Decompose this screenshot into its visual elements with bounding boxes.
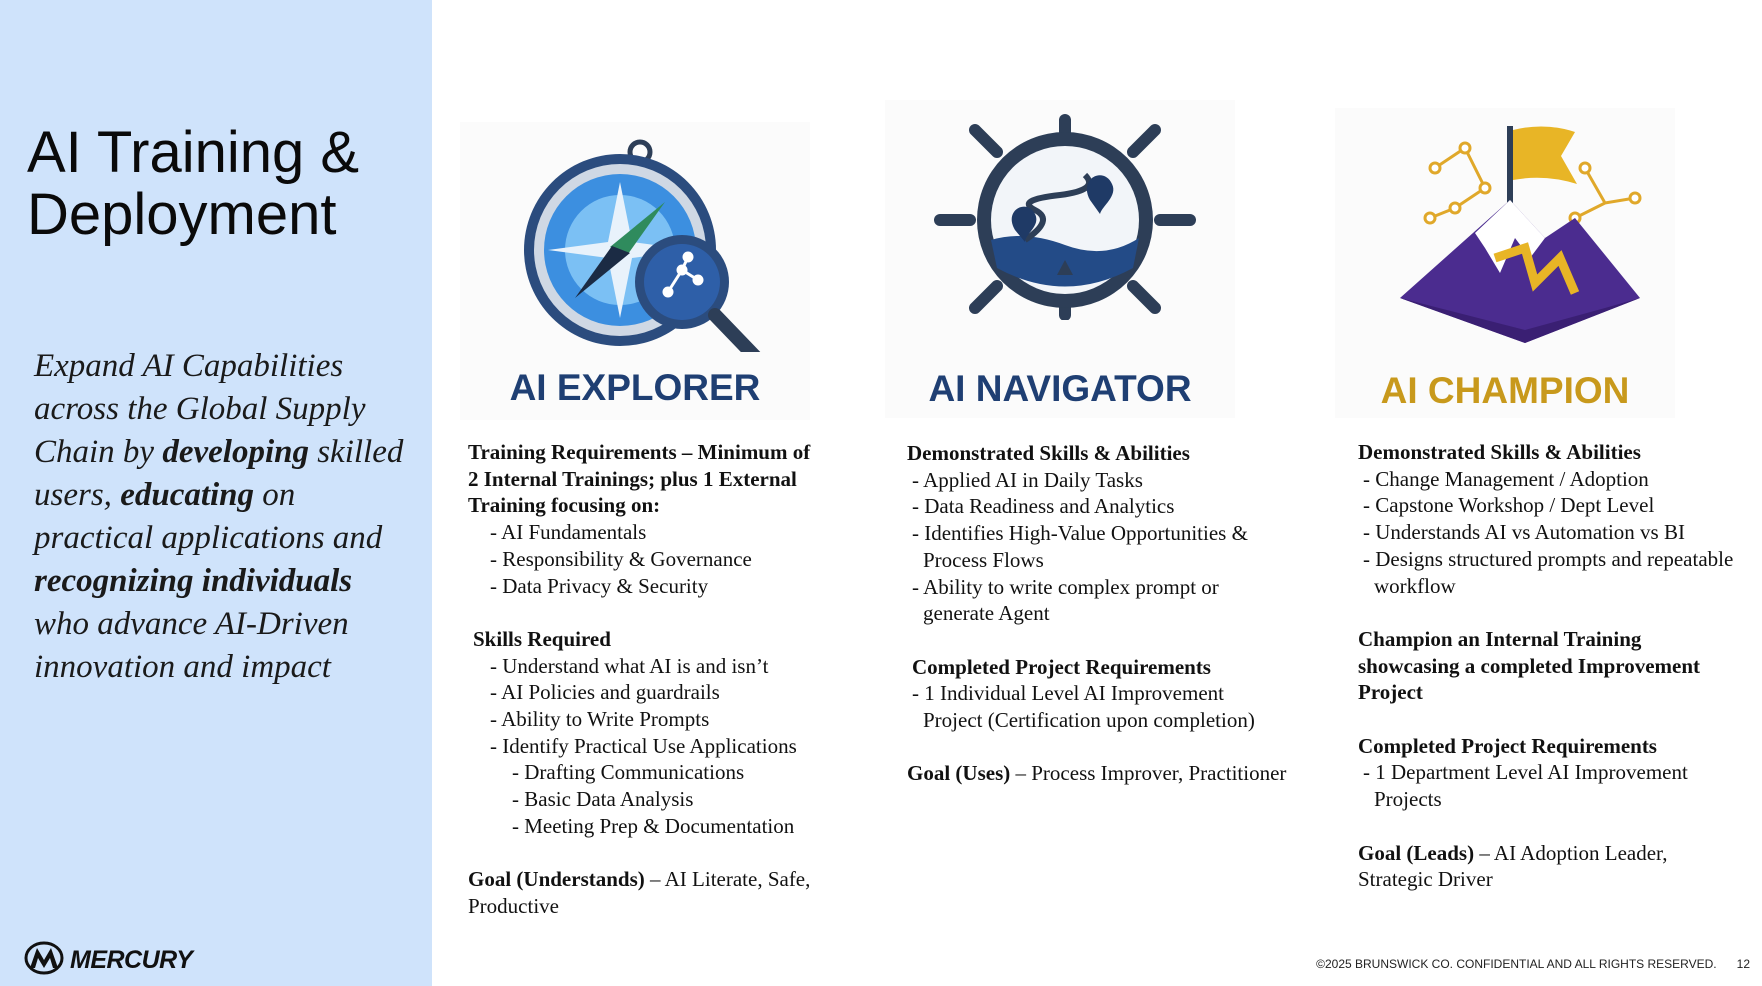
- list-item: Process Flows: [923, 547, 1044, 572]
- navigator-project-heading: Completed Project Requirements: [912, 654, 1211, 679]
- mercury-logo: [24, 940, 192, 980]
- champion-project-heading: Completed Project Requirements: [1358, 733, 1657, 758]
- list-item: - AI Fundamentals: [490, 520, 647, 545]
- explorer-training-heading: 2 Internal Trainings; plus 1 External: [468, 466, 797, 491]
- title-line-1: AI Training &: [27, 120, 360, 185]
- champion-badge-label: AI CHAMPION: [1380, 370, 1630, 411]
- list-item: workflow: [1374, 573, 1456, 598]
- list-item: - Meeting Prep & Documentation: [512, 813, 795, 838]
- champion-training-heading: Project: [1358, 680, 1423, 705]
- navigator-skills-heading: Demonstrated Skills & Abilities: [907, 441, 1190, 465]
- champion-goal-text: Strategic Driver: [1358, 867, 1493, 892]
- list-item: Projects: [1374, 787, 1442, 812]
- list-item: - Responsibility & Governance: [490, 546, 752, 571]
- list-item: - Identifies High-Value Opportunities &: [912, 521, 1248, 546]
- navigator-goal-label: Goal (Uses): [907, 761, 1011, 786]
- list-item: generate Agent: [923, 601, 1050, 626]
- explorer-badge-label: AI EXPLORER: [509, 367, 761, 408]
- mercury-m-logo-icon: [24, 940, 64, 981]
- list-item: - Applied AI in Daily Tasks: [912, 467, 1143, 492]
- mountain-flag-network-icon: [1335, 108, 1675, 348]
- champion-goal-text: – AI Adoption Leader,: [1474, 840, 1668, 865]
- navigator-goal-text: – Process Improver, Practitioner: [1010, 761, 1287, 786]
- list-item: - Data Privacy & Security: [490, 573, 709, 598]
- tagline-text: who advance AI-Driven innovation and impact: [34, 606, 349, 685]
- explorer-requirements: [468, 439, 810, 920]
- explorer-training-heading: Training Requirements – Minimum of: [468, 440, 811, 464]
- champion-training-heading: Champion an Internal Training: [1358, 626, 1642, 651]
- brand-name: MERCURY: [70, 945, 193, 974]
- champion-badge: [1335, 108, 1675, 418]
- title-line-2: Deployment: [27, 182, 337, 247]
- list-item: - 1 Individual Level AI Improvement: [912, 681, 1224, 706]
- slide-title: [27, 122, 427, 246]
- champion-requirements: [1358, 439, 1733, 893]
- list-item: - Capstone Workshop / Dept Level: [1363, 493, 1655, 518]
- champion-goal-label: Goal (Leads): [1358, 840, 1475, 865]
- list-item: - Change Management / Adoption: [1363, 466, 1649, 491]
- tagline-emphasis: recognizing individuals: [34, 563, 353, 599]
- list-item: - Ability to write complex prompt or: [912, 574, 1219, 599]
- navigator-badge-label: AI NAVIGATOR: [928, 368, 1192, 409]
- tagline-text: skilled users,: [34, 434, 404, 513]
- tagline-emphasis: developing: [162, 434, 309, 470]
- tagline-text: on practical applications and: [34, 477, 383, 556]
- list-item: - AI Policies and guardrails: [490, 680, 720, 705]
- navigator-requirements: [907, 440, 1286, 787]
- list-item: - Drafting Communications: [512, 760, 745, 785]
- explorer-badge: [460, 122, 810, 420]
- list-item: - Ability to Write Prompts: [490, 707, 710, 732]
- explorer-training-heading: Training focusing on:: [468, 493, 661, 518]
- copyright-text: ©2025 BRUNSWICK CO. CONFIDENTIAL AND ALL RIGHTS RESERVED.: [1316, 957, 1717, 971]
- explorer-goal-text: – AI Literate, Safe,: [644, 867, 811, 892]
- champion-skills-heading: Demonstrated Skills & Abilities: [1358, 440, 1641, 464]
- list-item: - Data Readiness and Analytics: [912, 494, 1175, 519]
- explorer-goal-text: Productive: [468, 893, 559, 918]
- navigator-badge: [885, 100, 1235, 418]
- page-number: 12: [1736, 957, 1750, 971]
- explorer-goal-label: Goal (Understands): [468, 867, 645, 892]
- list-item: - Understands AI vs Automation vs BI: [1363, 520, 1685, 545]
- list-item: - Designs structured prompts and repeatable: [1363, 546, 1734, 571]
- footer: [1250, 957, 1750, 971]
- list-item: - Identify Practical Use Applications: [490, 733, 797, 758]
- list-item: - 1 Department Level AI Improvement: [1363, 760, 1688, 785]
- champion-training-heading: showcasing a completed Improvement: [1358, 653, 1701, 678]
- list-item: - Basic Data Analysis: [512, 787, 694, 812]
- list-item: - Understand what AI is and isn’t: [490, 653, 769, 678]
- tagline-text: Expand AI Capabilities across the Global Supply Chain by: [34, 348, 366, 470]
- ship-wheel-map-icon: [885, 100, 1235, 320]
- tagline: [34, 345, 404, 689]
- list-item: Project (Certification upon completion): [923, 708, 1255, 733]
- compass-magnifier-icon: [460, 122, 810, 352]
- tagline-emphasis: educating: [120, 477, 255, 513]
- explorer-skills-heading: Skills Required: [473, 626, 611, 651]
